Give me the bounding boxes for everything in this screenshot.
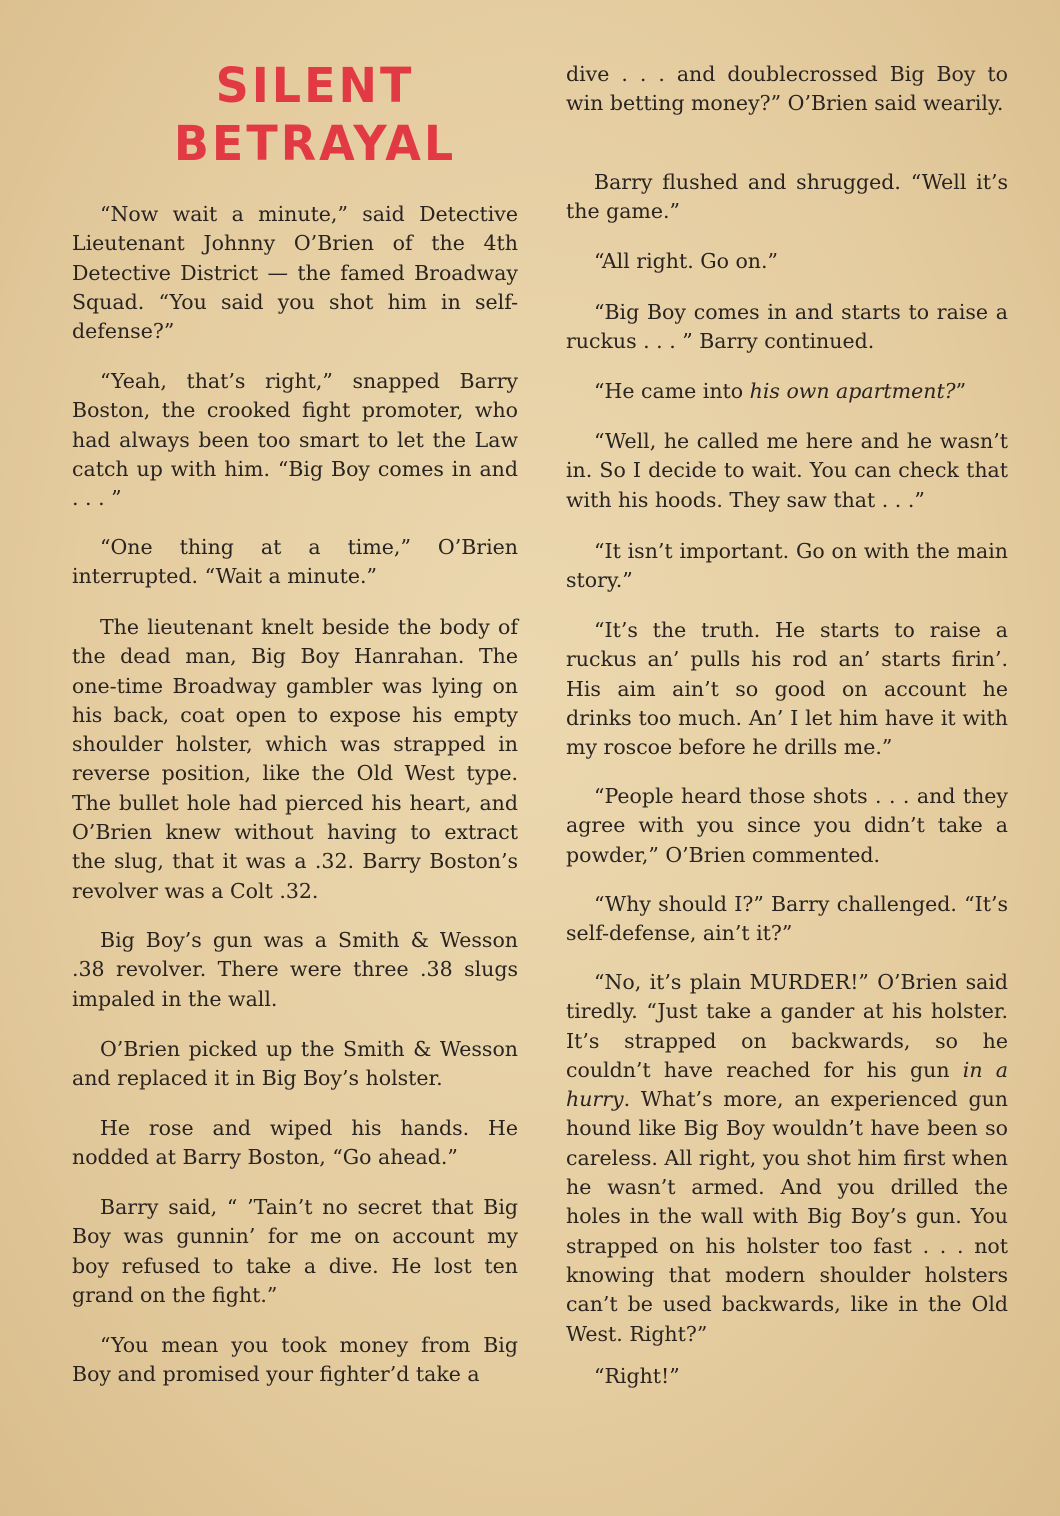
text-run: ”	[955, 379, 967, 403]
paragraph: dive . . . and doublecrossed Big Boy to win betting money?” O’Brien said wearily.	[566, 62, 1008, 116]
emphasis: his own apartment?	[749, 379, 956, 403]
paragraph: “Well, he called me here and he wasn’t in. So I decide to wait. You can check that with his hoods. They saw that . . .”	[566, 429, 1008, 512]
paragraph: Big Boy’s gun was a Smith & Wesson .38 revolver. There were three .38 slugs impaled in the wall.	[72, 928, 518, 1011]
paragraph: “People heard those shots . . . and they agree with you since you didn’t take a powder,” O’Brien commented.	[566, 784, 1008, 867]
paragraph: Barry said, “ ’Tain’t no secret that Big Boy was gunnin’ for me on account my boy refused to take a dive. He lost ten grand on the fight.”	[72, 1195, 518, 1307]
text-run: . What’s more, an experienced gun hound like Big Boy wouldn’t have been so careless. All right, you shot him first when he wasn’t armed. And you drilled the holes in the wall with Big Boy’s gun. You strapped on his holster too fast . . . not knowing that modern shoulder holsters can’t be used backwards, like in the Old West. Right?”	[566, 1087, 1008, 1346]
paragraph	[566, 968, 1008, 1349]
paragraph: “Now wait a minute,” said Detective Lieutenant Johnny O’Brien of the 4th Detective District — the famed Broadway Squad. “You said you shot him in self-defense?”	[72, 202, 518, 344]
text-run: “No, it’s plain MURDER!” O’Brien said tiredly. “Just take a gander at his holster. It’s strapped on backwards, so he couldn’t have reached for his gun	[566, 970, 1008, 1082]
paragraph: He rose and wiped his hands. He nodded at Barry Boston, “Go ahead.”	[72, 1116, 518, 1170]
paragraph: “You mean you took money from Big Boy and promised your fighter’d take a	[72, 1333, 518, 1387]
paragraph: “Why should I?” Barry challenged. “It’s self-defense, ain’t it?”	[566, 892, 1008, 946]
paragraph: “It isn’t important. Go on with the main story.”	[566, 539, 1008, 593]
text-run: “He came into	[594, 379, 750, 403]
emphasis: in a hurry	[566, 1057, 1009, 1112]
paragraph: The lieutenant knelt beside the body of the dead man, Big Boy Hanrahan. The one-time Broadway gambler was lying on his back, coat open to expose his empty shoulder holster, which was strapped in reverse position, like the Old West type. The bullet hole had pierced his heart, and O’Brien knew without having to extract the slug, that it was a .32. Barry Boston’s revolver was a Colt .32.	[72, 615, 518, 903]
paragraph: “Big Boy comes in and starts to raise a ruckus . . . ” Barry continued.	[566, 300, 1008, 354]
paragraph: “Right!”	[594, 1364, 680, 1388]
title-line-1: SILENT	[215, 56, 415, 114]
paragraph: “One thing at a time,” O’Brien interrupted. “Wait a minute.”	[72, 535, 518, 589]
paragraph: Barry flushed and shrugged. “Well it’s the game.”	[566, 170, 1008, 224]
paragraph	[566, 377, 1008, 406]
paragraph: “It’s the truth. He starts to raise a ruckus an’ pulls his rod an’ starts firin’. His aim ain’t so good on account he drinks too much. An’ I let him have it with my roscoe before he drills me.”	[566, 618, 1008, 760]
paragraph: “Yeah, that’s right,” snapped Barry Boston, the crooked fight promoter, who had always been too smart to let the Law catch up with him. “Big Boy comes in and . . . ”	[72, 369, 518, 511]
paragraph: “All right. Go on.”	[594, 249, 778, 273]
story-title	[150, 56, 480, 172]
paragraph: O’Brien picked up the Smith & Wesson and replaced it in Big Boy’s holster.	[72, 1037, 518, 1091]
title-line-2: BETRAYAL	[173, 114, 457, 172]
